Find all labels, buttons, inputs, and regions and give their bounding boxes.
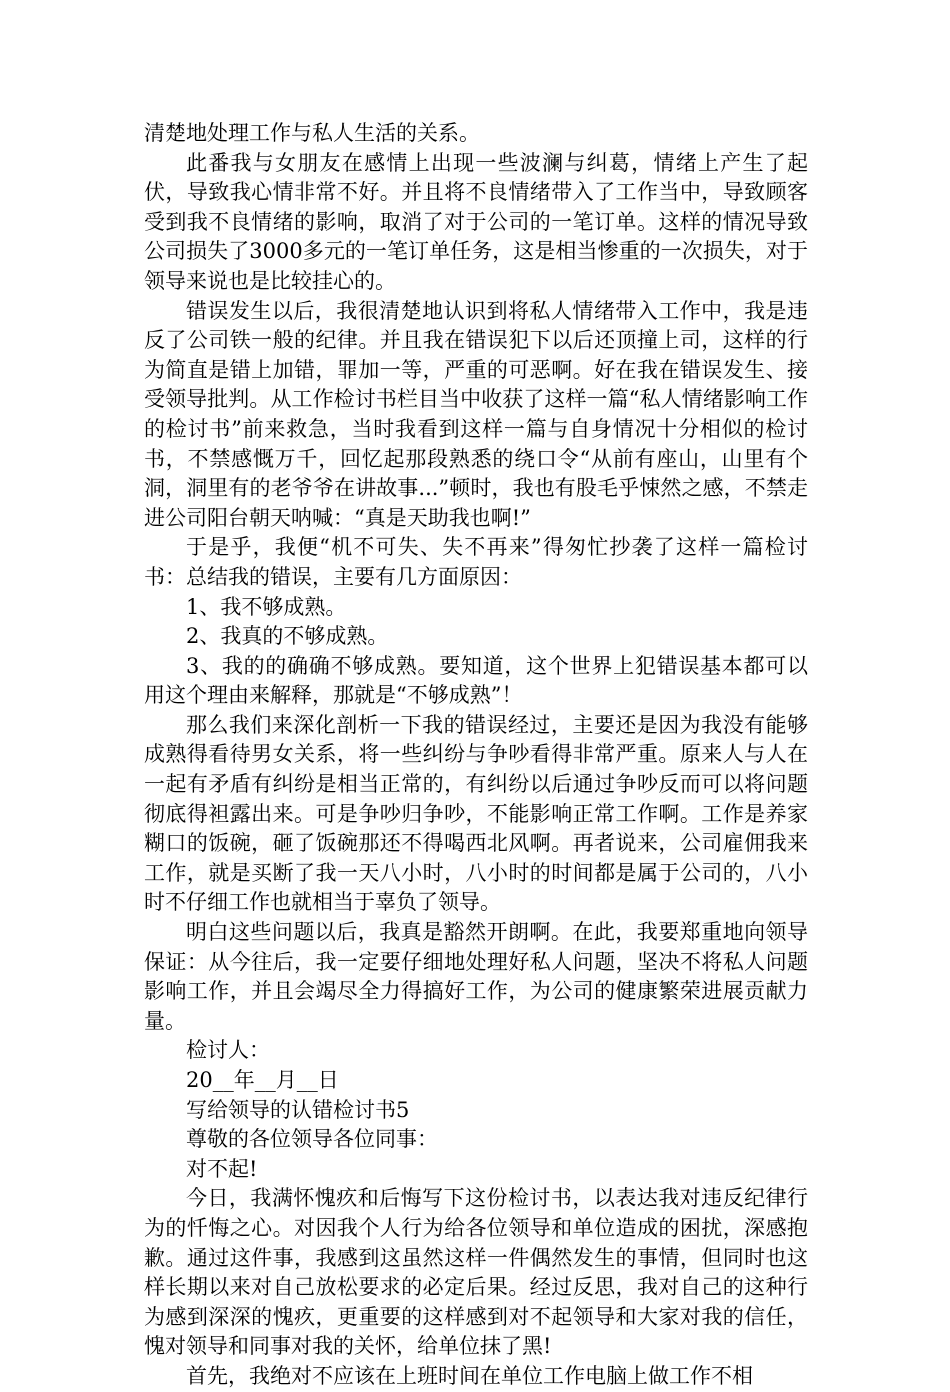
apology-line: 对不起! xyxy=(186,1156,258,1181)
document-page xyxy=(144,119,808,1392)
list-item-3: 3、我的的确确不够成熟。要知道，这个世界上犯错误基本都可以用这个理由来解释，那就是“不够成熟”！ xyxy=(144,653,808,708)
paragraph-today: 今日，我满怀愧疚和后悔写下这份检讨书，以表达我对违反纪律行为的忏悔之心。对因我个人行为给各位领导和单位造成的困扰，深感抱歉。通过这件事，我感到这虽然这样一件偶然发生的事情，但同时也这样长期以来对自己放松要求的必定后果。经过反思，我对自己的这种行为感到深深的愧疚，更重要的这样感到对不起领导和大家对我的信任，愧对领导和同事对我的关怀，给单位抹了黑! xyxy=(144,1186,808,1359)
list-item-2: 2、我真的不够成熟。 xyxy=(186,624,389,649)
salutation: 尊敬的各位领导各位同事： xyxy=(186,1127,438,1152)
date-line: 20__年__月__日 xyxy=(186,1068,339,1092)
signature-label: 检讨人： xyxy=(186,1038,270,1063)
paragraph-first: 首先，我绝对不应该在上班时间在单位工作电脑上做工作不相 xyxy=(186,1363,753,1388)
paragraph-4: 于是乎，我便“机不可失、失不再来”得匆忙抄袭了这样一篇检讨书：总结我的错误，主要有几方面原因： xyxy=(144,535,808,589)
section-title: 写给领导的认错检讨书5 xyxy=(186,1097,410,1122)
paragraph-1: 清楚地处理工作与私人生活的关系。 xyxy=(144,121,480,145)
paragraph-analysis: 那么我们来深化剖析一下我的错误经过，主要还是因为我没有能够成熟得看待男女关系，将一些纠纷与争吵看得非常严重。原来人与人在一起有矛盾有纠纷是相当正常的，有纠纷以后通过争吵反而可以将问题彻底得袒露出来。可是争吵归争吵，不能影响正常工作啊。工作是养家糊口的饭碗，砸了饭碗那还不得喝西北风啊。再者说来，公司雇佣我来工作，就是买断了我一天八小时，八小时的时间都是属于公司的，八小时不仔细工作也就相当于辜负了领导。 xyxy=(144,712,808,915)
paragraph-promise: 明白这些问题以后，我真是豁然开朗啊。在此，我要郑重地向领导保证：从今往后，我一定要仔细地处理好私人问题，坚决不将私人问题影响工作，并且会竭尽全力得搞好工作，为公司的健康繁荣进展贡献力量。 xyxy=(144,920,808,1033)
paragraph-2: 此番我与女朋友在感情上出现一些波澜与纠葛，情绪上产生了起伏，导致我心情非常不好。并且将不良情绪带入了工作当中，导致顾客受到我不良情绪的影响，取消了对于公司的一笔订单。这样的情况导致公司损失了3000多元的一笔订单任务，这是相当惨重的一次损失，对于领导来说也是比较挂心的。 xyxy=(144,150,808,293)
paragraph-3: 错误发生以后，我很清楚地认识到将私人情绪带入工作中，我是违反了公司铁一般的纪律。并且我在错误犯下以后还顶撞上司，这样的行为简直是错上加错，罪加一等，严重的可恶啊。好在我在错误发生、接受领导批判。从工作检讨书栏目当中收获了这样一篇“私人情绪影响工作的检讨书”前来救急，当时我看到这样一篇与自身情况十分相似的检讨书，不禁感慨万千，回忆起那段熟悉的绕口令“从前有座山，山里有个洞，洞里有的老爷爷在讲故事...”顿时，我也有股毛乎悚然之感，不禁走进公司阳台朝天呐喊：“真是天助我也啊!” xyxy=(144,298,808,530)
list-item-1: 1、我不够成熟。 xyxy=(186,594,347,619)
